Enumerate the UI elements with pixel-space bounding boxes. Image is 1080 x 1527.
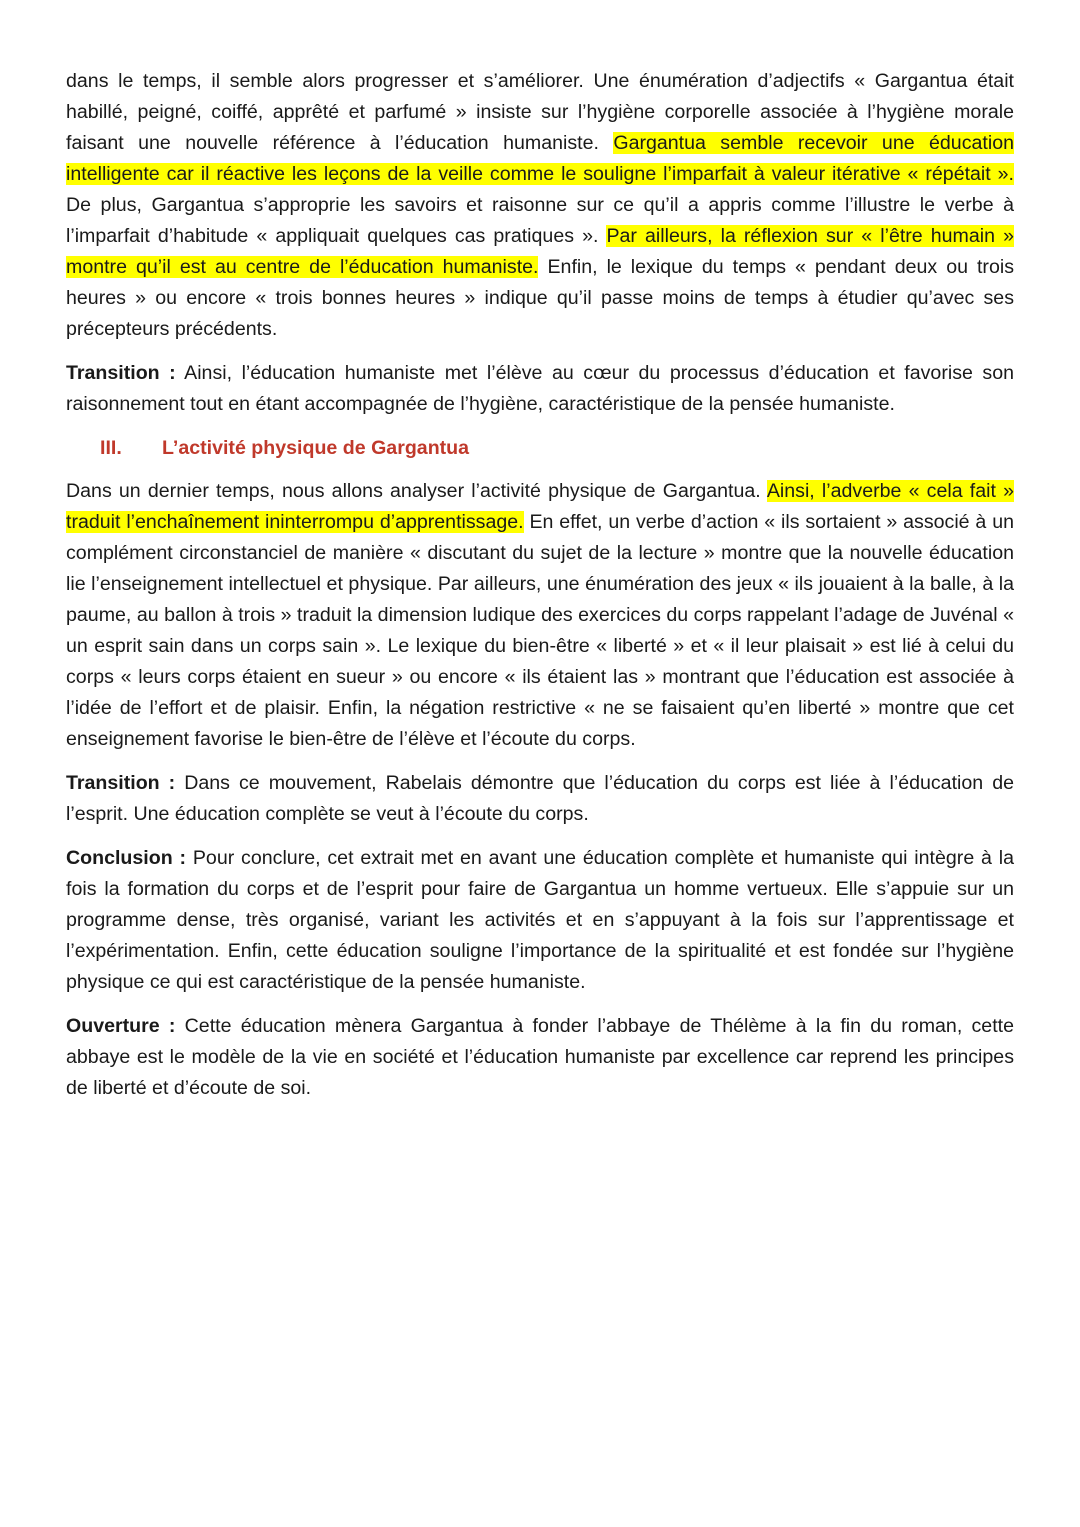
text-segment: dans le temps, il semble alors progresser et s’améliorer. Une énumération d’adjectifs « Gargantua était habillé, peigné, coiffé, apprêté et parfumé » insiste sur l’hygiène corporelle associée à l’hygiène morale faisant une nouvelle référence à l’éducation humaniste.	[66, 70, 1014, 154]
transition-text: Ainsi, l’éducation humaniste met l’élève au cœur du processus d’éducation et favorise son raisonnement tout en étant accompagnée de l’hygiène, caractéristique de la pensée humaniste.	[66, 362, 1015, 415]
ouverture-text: Cette éducation mènera Gargantua à fonder l’abbaye de Thélème à la fin du roman, cette abbaye est le modèle de la vie en société et l’éducation humaniste par excellence car reprend les principes de liberté et d’écoute de soi.	[66, 1015, 1014, 1099]
highlighted-text: Gargantua semble recevoir une éducation intelligente car il réactive les leçons de la veille comme le souligne l’imparfait à valeur itérative « répétait ».	[66, 132, 1014, 185]
text-segment: De plus, Gargantua s’approprie les savoirs et raisonne sur ce qu’il a appris comme l’illustre le verbe à l’imparfait d’habitude « appliquait quelques cas pratiques ».	[66, 194, 1014, 247]
section-heading-3	[66, 433, 1014, 464]
section-number: III.	[100, 437, 122, 459]
conclusion-paragraph	[66, 843, 1014, 998]
text-segment: Dans un dernier temps, nous allons analyser l’activité physique de Gargantua.	[66, 480, 767, 502]
highlighted-text: Ainsi, l’adverbe « cela fait » traduit l’enchaînement ininterrompu d’apprentissage.	[66, 480, 1014, 533]
transition-text: Dans ce mouvement, Rabelais démontre que l’éducation du corps est liée à l’éducation de l’esprit. Une éducation complète se veut à l’écoute du corps.	[66, 772, 1014, 825]
transition-label: Transition :	[66, 362, 176, 384]
conclusion-text: Pour conclure, cet extrait met en avant une éducation complète et humaniste qui intègre à la fois la formation du corps et de l’esprit pour faire de Gargantua un homme vertueux. Elle s’appuie sur un programme dense, très organisé, variant les activités et en s’appuyant à la fois sur l’apprentissage et l’expérimentation. Enfin, cette éducation souligne l’importance de la spiritualité et est fondée sur l’hygiène physique ce qui est caractéristique de la pensée humaniste.	[66, 847, 1014, 993]
paragraph-analysis-education	[66, 66, 1014, 345]
highlighted-text: Par ailleurs, la réflexion sur « l’être humain » montre qu’il est au centre de l’éducation humaniste.	[66, 225, 1014, 278]
section-title: L’activité physique de Gargantua	[162, 437, 470, 459]
transition-label: Transition :	[66, 772, 176, 794]
conclusion-label: Conclusion :	[66, 847, 187, 869]
text-segment: En effet, un verbe d’action « ils sortaient » associé à un complément circonstanciel de manière « discutant du sujet de la lecture » montre que la nouvelle éducation lie l’enseignement intellectuel et physique. Par ailleurs, une énumération des jeux « ils jouaient à la balle, à la paume, au ballon à trois » traduit la dimension ludique des exercices du corps rappelant l’adage de Juvénal « un esprit sain dans un corps sain ». Le lexique du bien-être « liberté » et « il leur plaisait » est lié à celui du corps « leurs corps étaient en sueur » ou encore « ils étaient las » montrant que l’éducation est associée à l’idée de l’effort et de plaisir. Enfin, la négation restrictive « ne se faisaient qu’en liberté » montre que cet enseignement favorise le bien-être de l’élève et l’écoute du corps.	[66, 511, 1014, 750]
ouverture-paragraph	[66, 1011, 1014, 1104]
ouverture-label: Ouverture :	[66, 1015, 176, 1037]
transition-paragraph-2	[66, 768, 1014, 830]
text-segment: Enfin, le lexique du temps « pendant deux ou trois heures » ou encore « trois bonnes heures » indique qu’il passe moins de temps à étudier qu’avec ses précepteurs précédents.	[66, 256, 1014, 340]
transition-paragraph-1	[66, 358, 1014, 420]
paragraph-physical-activity	[66, 476, 1014, 755]
